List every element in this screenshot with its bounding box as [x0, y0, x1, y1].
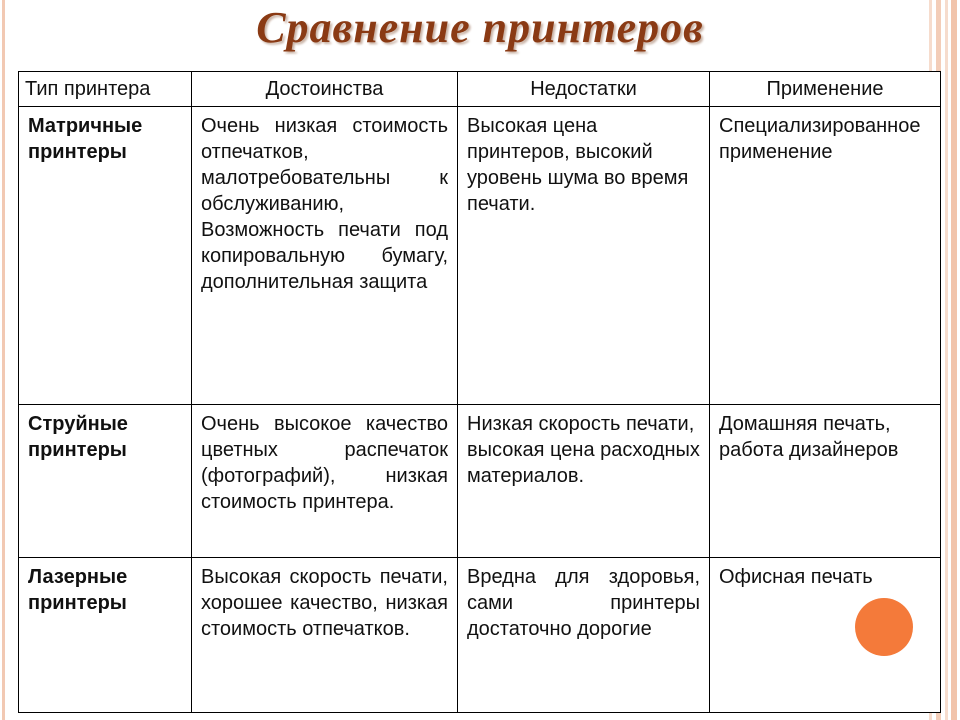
table-row	[19, 107, 941, 405]
decor-left-line	[2, 0, 5, 720]
header-usage: Применение	[710, 72, 941, 107]
disadvantages-cell: Высокая цена принтеров, высокий уровень шума во время печати.	[458, 107, 710, 405]
decor-stripe	[951, 0, 957, 720]
page-title: Сравнение принтеров	[256, 3, 704, 52]
table-row	[19, 405, 941, 558]
decor-orange-circle	[855, 598, 913, 656]
usage-cell: Специализированное применение	[710, 107, 941, 405]
advantages-cell: Очень низкая стоимость отпечатков, малотребовательны к обслуживанию, Возможность печати под копировальную бумагу, дополнительная защита	[192, 107, 458, 405]
disadvantages-cell: Низкая скорость печати, высокая цена расходных материалов.	[458, 405, 710, 558]
header-advantages: Достоинства	[192, 72, 458, 107]
comparison-table	[18, 71, 941, 713]
table-row	[19, 558, 941, 713]
decor-stripe	[945, 0, 948, 720]
advantages-cell: Очень высокое качество цветных распечаток (фотографий), низкая стоимость принтера.	[192, 405, 458, 558]
header-disadvantages: Недостатки	[458, 72, 710, 107]
printer-type: Лазерные принтеры	[19, 558, 192, 713]
header-row	[19, 72, 941, 107]
usage-cell: Офисная печать	[710, 558, 941, 713]
usage-cell: Домашняя печать, работа дизайнеров	[710, 405, 941, 558]
header-type: Тип принтера	[19, 72, 192, 107]
disadvantages-cell: Вредна для здоровья, сами принтеры достаточно дорогие	[458, 558, 710, 713]
advantages-cell: Высокая скорость печати, хорошее качество, низкая стоимость отпечатков.	[192, 558, 458, 713]
printer-type: Матричные принтеры	[19, 107, 192, 405]
printer-type: Струйные принтеры	[19, 405, 192, 558]
